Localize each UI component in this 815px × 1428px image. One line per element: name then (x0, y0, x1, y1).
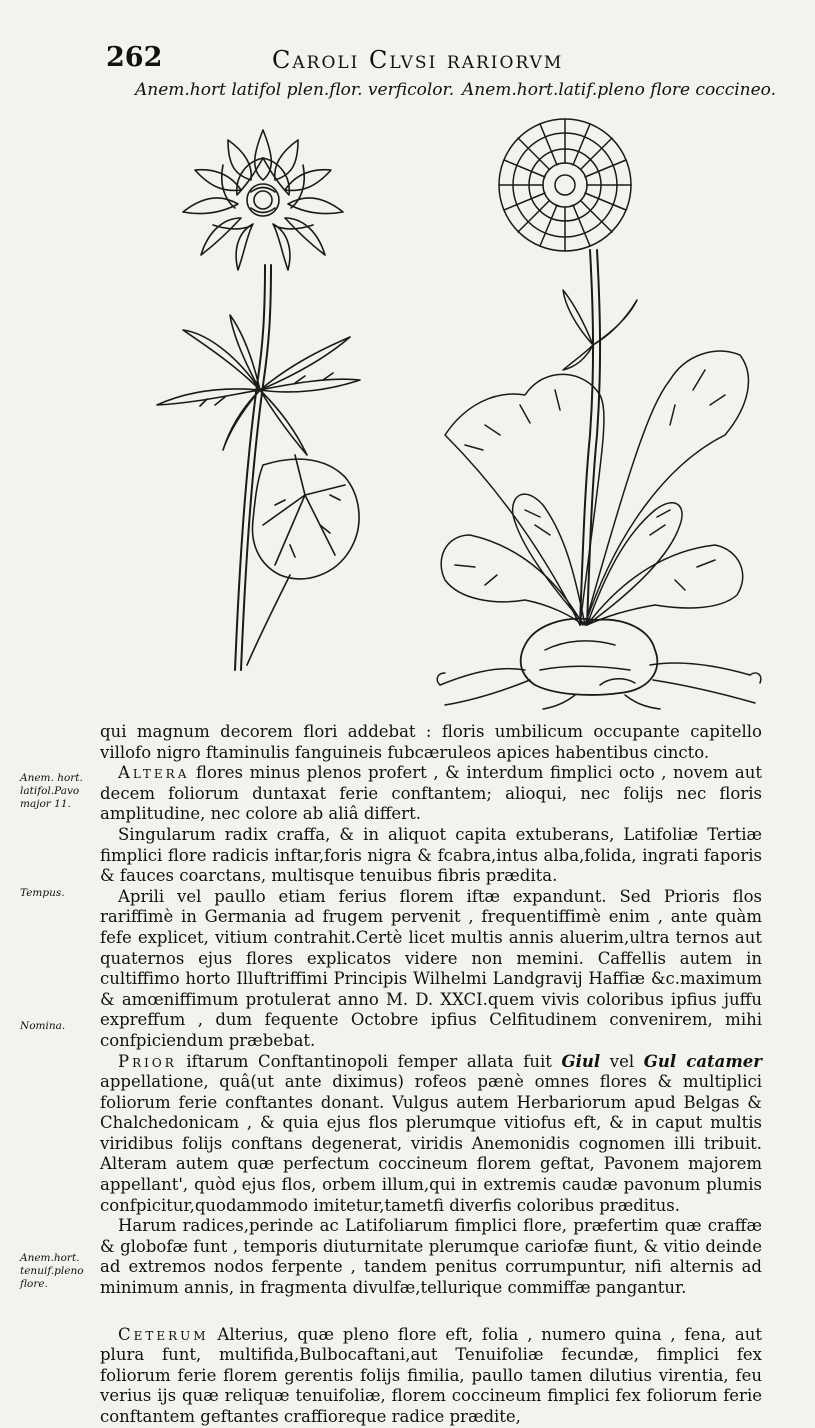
page-header (100, 42, 800, 76)
paragraph-2 (100, 763, 762, 825)
paragraph-5-text-b: vel (600, 1051, 644, 1071)
page-number: 262 (106, 42, 163, 73)
marginal-note-tenuifolia: Anem.hort. tenuif.pleno flore. (20, 1252, 84, 1290)
paragraph-2-text: flores minus plenos profert , & interdum fimplici octo , novem aut decem foliorum duntaxat ferie conftantem; alioqui, nec folijs nec floris amplitudine, nec colore ab aliâ differt. (100, 763, 762, 824)
body-text (100, 722, 762, 1428)
paragraph-4: Aprili vel paullo etiam ferius florem iftæ expandunt. Sed Prioris flos rariffimè in Germania ad frugem pervenit , frequentiffimè enim , ante quàm fefe explicet, vitium contrahit.Certè licet multis annis aluerim,ultra ternos aut quaternos ejus flores explicatos videre non memini. Caffellis autem in cultiffimo horto Illuftriffimi Principis Wilhelmi Landgravij Haffiæ &c.maximum & amœniffimum protulerat anno M. D. XXCI.quem vivis coloribus ipfius juffu expreffum , dum fequente Octobre ipfius Celfitudinem convenirem, mihi confpiciendum præbebat. (100, 886, 762, 1050)
woodcut-illustration-left (145, 105, 385, 680)
marginal-note-nomina: Nomina. (20, 1020, 66, 1032)
paragraph-3: Singularum radix craffa, & in aliquot capita extuberans, Latifoliæ Tertiæ fimplici flore radicis inftar,foris nigra & fcabra,intus alba,folida, ingrati faporis & fauces coarctans, multisque tenuibus fibris prædita. (100, 824, 762, 886)
paragraph-5 (100, 1052, 762, 1217)
figure-caption-left: Anem.hort latifol plen.flor. verficolor. (135, 80, 455, 100)
woodcut-illustration-right (425, 105, 770, 710)
emphasis-name: Gul catamer (643, 1051, 762, 1071)
paragraph-7-text: Alterius, quæ pleno flore eft, folia , numero quina , fena, aut plura funt, multifida,Bulbocaftani,aut Tenuifoliæ fecundæ, fimplici fex foliorum ferie florem gerentis folijs fimilia, paullo tamen dilutius virentia, feu verius ijs quæ reliquæ tenuifoliæ, florem coccineum fimplici fex foliorum ferie conftantem geftantes craffioreque radice prædite, (100, 1324, 762, 1426)
paragraph-5-text-c: appellatione, quâ(ut ante diximus) rofeos pænè omnes flores & multiplici foliorum ferie conftantes donant. Vulgus autem Herbariorum apud Belgas & Chalchedonicam , & quia ejus flos plerumque vitiofus eft, & in caput multis viridibus folijs conftans degenerat, viridis Anemonidis cognomen illi tribuit. Alteram autem quæ perfectum coccineum florem geftat, Pavonem majorem appellant', quòd ejus flos, orbem illum,qui in extremis caudæ pavonum plumis confpicitur,quodammodo imitetur,tametfi diverfis coloribus præditus. (100, 1072, 762, 1215)
marginal-note-pavo: Anem. hort. latifol.Pavo major 11. (20, 772, 83, 810)
figure-caption-right: Anem.hort.latif.pleno flore coccineo. (462, 80, 777, 100)
initial-caps-word: Prior (118, 1051, 177, 1071)
emphasis-name: Giul (561, 1051, 601, 1071)
initial-caps-word: Altera (118, 763, 190, 783)
paragraph-7 (100, 1325, 762, 1428)
paragraph-1: qui magnum decorem flori addebat : floris umbilicum occupante capitello villofo nigro ftaminulis fanguineis fubcæruleos apices habentibus cincto. (100, 722, 762, 762)
paragraph-6: Harum radices,perinde ac Latifoliarum fimplici flore, præfertim quæ craffæ & globofæ funt , temporis diuturnitate plerumque cariofæ fiunt, & vitio deinde ad extremos nodos ferpente , tandem penitus corrumpuntur, nifi alternis ad minimum annis, in fragmenta divulfæ,tellurique commiffæ pangantur. (100, 1216, 762, 1298)
paragraph-5-text-a: iftarum Conftantinopoli femper allata fuit (176, 1051, 562, 1071)
marginal-note-tempus: Tempus. (20, 887, 65, 899)
running-title: Caroli Clvsi rariorvm (272, 46, 564, 74)
initial-caps-word: Ceterum (118, 1324, 209, 1344)
